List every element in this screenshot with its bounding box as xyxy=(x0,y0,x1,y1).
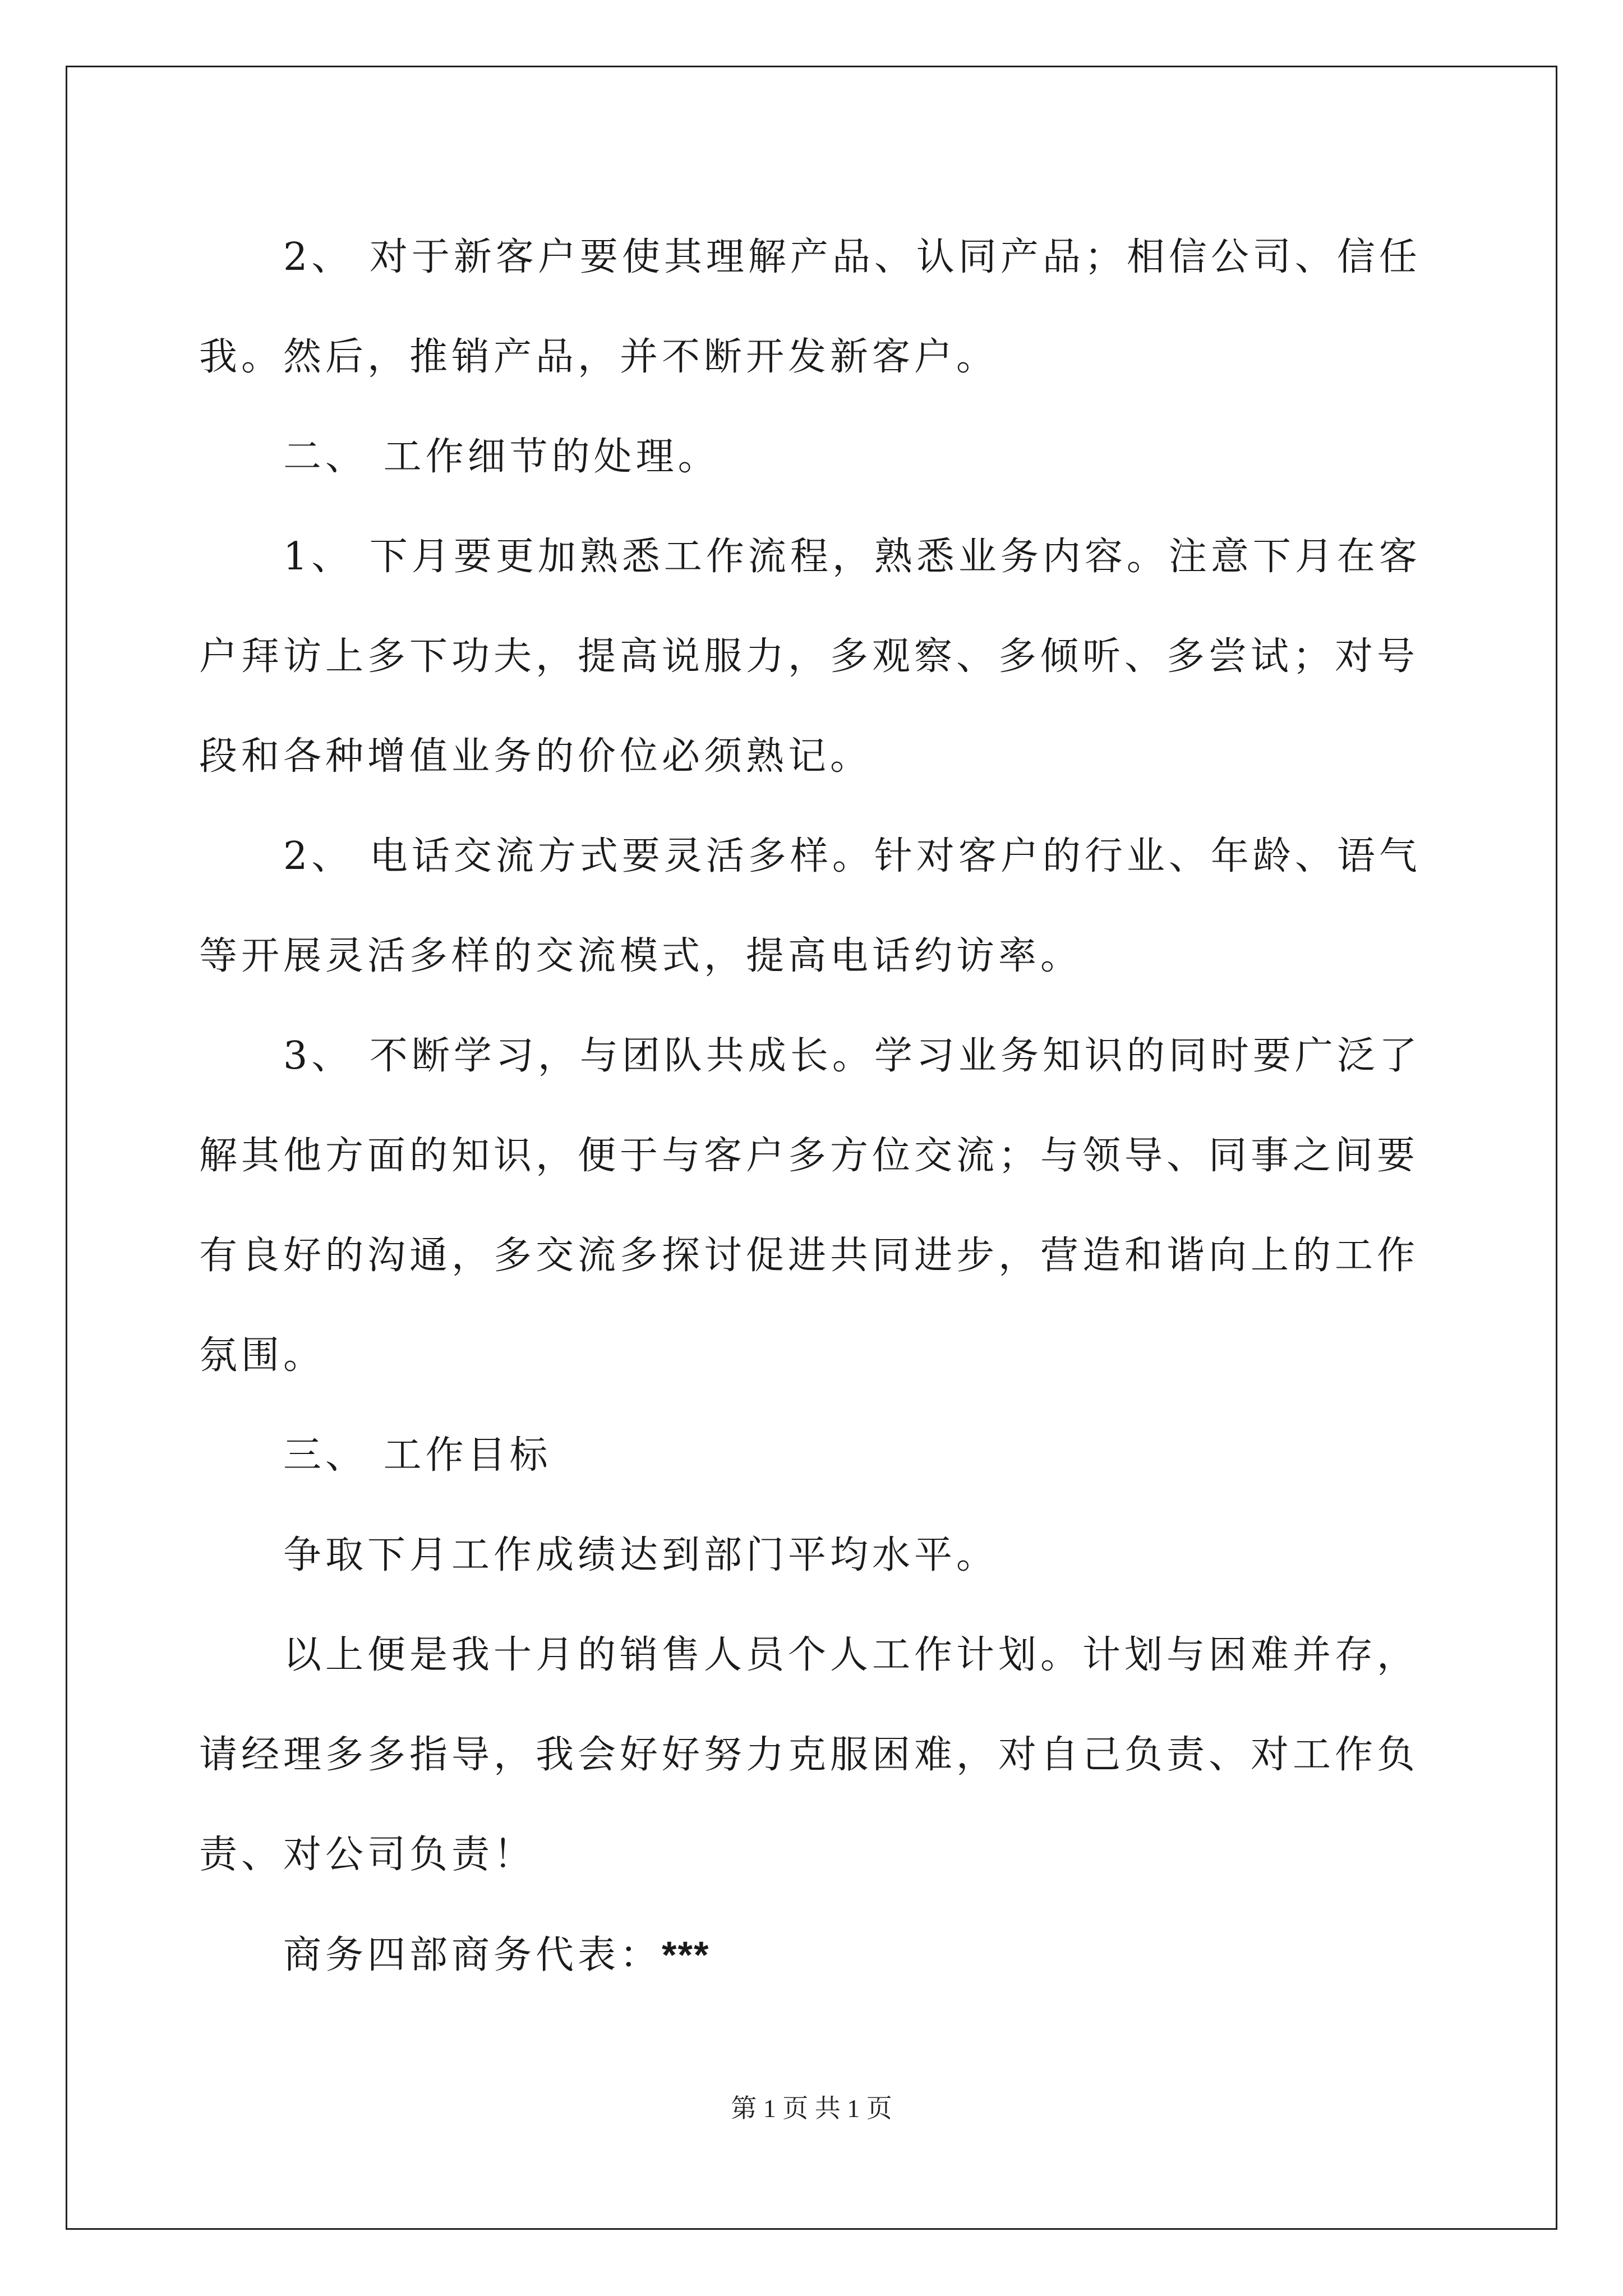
paragraph: 以上便是我十月的销售人员个人工作计划。计划与困难并存，请经理多多指导，我会好好努力克服困难，对自己负责、对工作负责、对公司负责！ xyxy=(199,1633,1419,1877)
section-heading: 二、 工作细节的处理。 xyxy=(283,435,720,479)
document-body xyxy=(199,208,1433,2005)
paragraph: 2、 对于新客户要使其理解产品、认同产品；相信公司、信任我。然后，推销产品，并不断开发新客户。 xyxy=(199,235,1421,379)
page-number: 第 1 页 共 1 页 xyxy=(731,2094,892,2123)
section-heading: 三、 工作目标 xyxy=(283,1433,552,1478)
paragraph: 2、 电话交流方式要灵活多样。针对客户的行业、年龄、语气等开展灵活多样的交流模式，提高电话约访率。 xyxy=(199,834,1421,978)
paragraph: 争取下月工作成绩达到部门平均水平。 xyxy=(283,1533,999,1577)
signature-name: *** xyxy=(662,1934,710,1976)
paragraph: 1、 下月要更加熟悉工作流程，熟悉业务内容。注意下月在客户拜访上多下功夫，提高说服力，多观察、多倾听、多尝试；对号段和各种增值业务的价位必须熟记。 xyxy=(199,535,1421,779)
signature-line xyxy=(199,1905,1433,2005)
paragraph: 3、 不断学习，与团队共成长。学习业务知识的同时要广泛了解其他方面的知识，便于与客户多方位交流；与领导、同事之间要有良好的沟通，多交流多探讨促进共同进步，营造和谐向上的工作氛围。 xyxy=(199,1034,1421,1378)
signature-label: 商务四部商务代表： xyxy=(283,1933,662,1977)
